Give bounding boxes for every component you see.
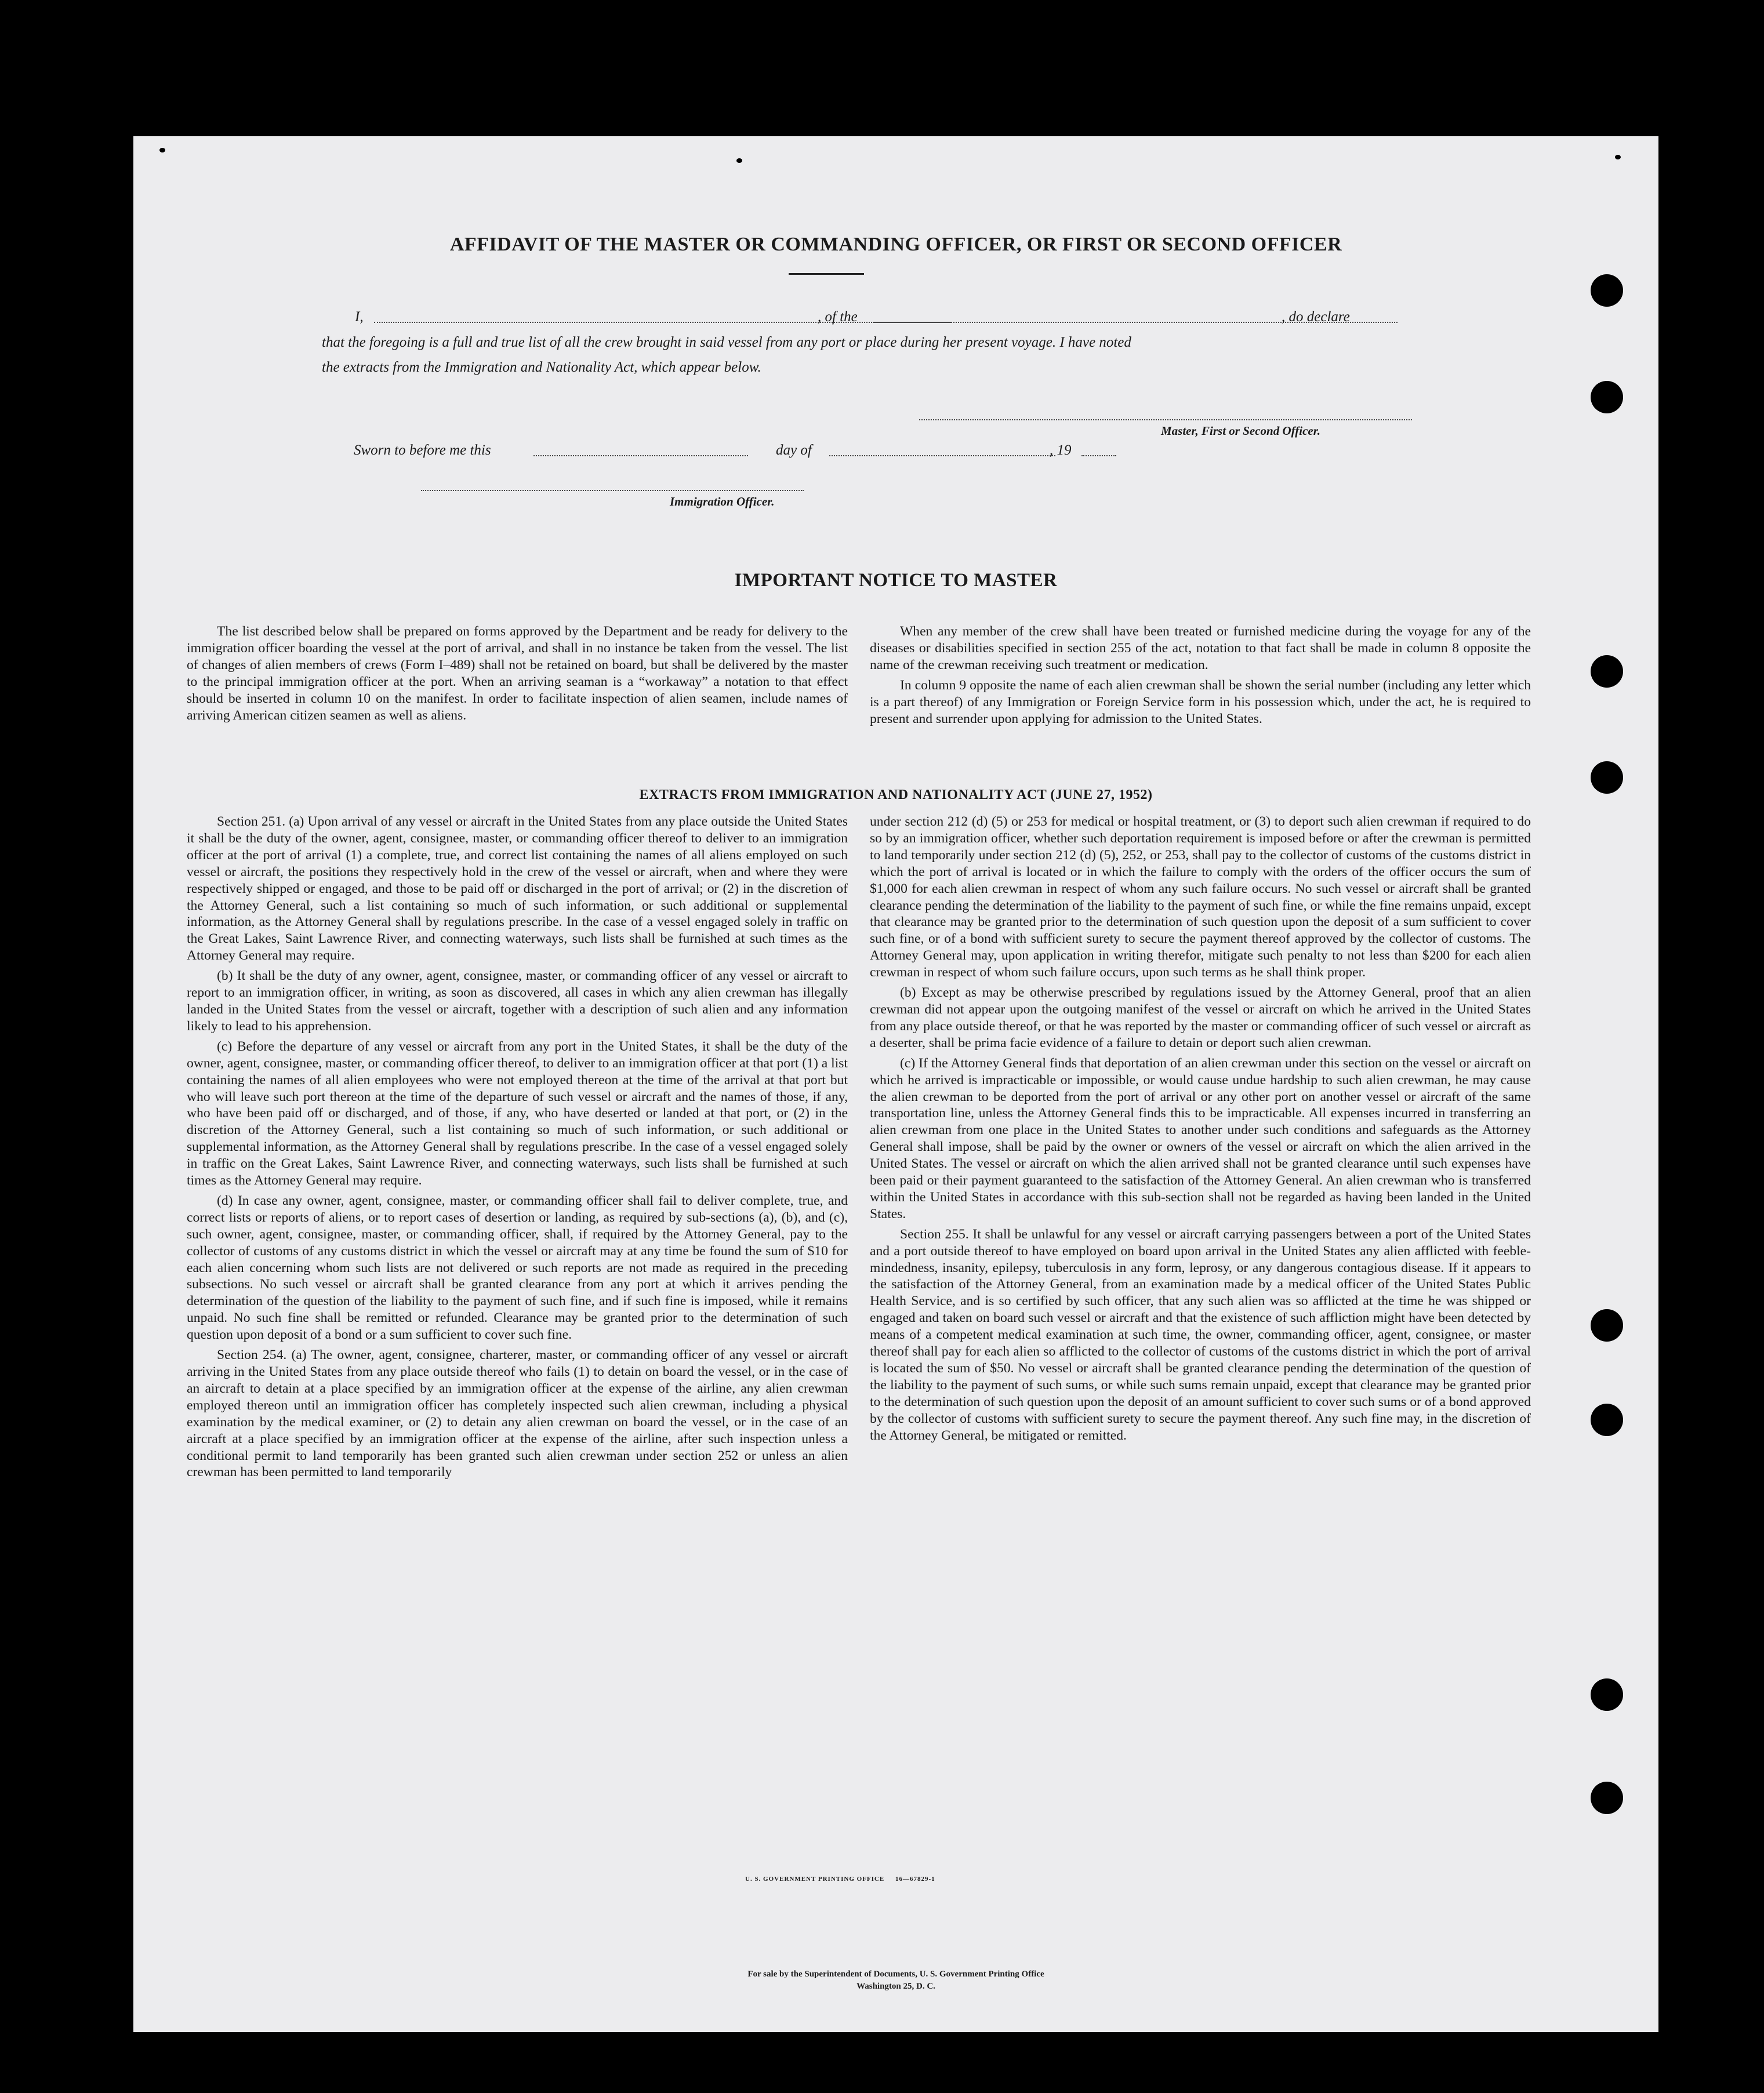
notice-right-paragraph-2: In column 9 opposite the name of each alien crewman shall be shown the serial number (including any letter which is a part thereof) of any Immigration or Foreign Service form in his possession which, under the act, he is required to present and surrender upon applying for admission to the United States. <box>870 677 1531 726</box>
notice-title: IMPORTANT NOTICE TO MASTER <box>734 570 1058 591</box>
name-field[interactable] <box>374 322 951 323</box>
extracts-right-column <box>870 813 1531 1448</box>
i-label: I, <box>355 309 364 325</box>
title-rule <box>789 273 864 275</box>
section-254a-continued: under section 212 (d) (5) or 253 for medical or hospital treatment, or (3) to deport such alien crewman if required to do so by an immigration officer, whether such deportation requirement is imposed before or after the crewman is permitted to land temporarily under section 212 (d) (5), 252, or 253, shall pay to the collector of customs of the customs district in which the port of arrival is located or in which the failure to comply with the orders of the officer occurs the sum of $1,000 for each alien crewman in respect of whom any such failure occurs. No such vessel or aircraft shall be granted clearance pending the determination of the liability to the payment of such fine, or while the fine remains unpaid, except that clearance may be granted prior to the determination of such question upon the deposit of a sum sufficient to cover such fine, or of a bond with sufficient surety to secure the payment thereof approved by the collector of customs. The Attorney General may, upon application in writing therefor, mitigate such penalty to not less than $200 for each alien crewman in respect of whom such failure occurs, upon such terms as he shall think proper. <box>870 814 1531 980</box>
section-254a: Section 254. (a) The owner, agent, consignee, charterer, master, or commanding officer of any vessel or aircraft arriving in the United States from any place outside thereof who fails (1) to detain on board the vessel, or in the case of an aircraft to detain at a place specified by an immigration officer at the expense of the airline, any alien crewman employed thereon until an immigration officer has completely inspected such alien crewman, including a physical examination by the medical examiner, or (2) to detain any alien crewman on board the vessel, or in the case of an aircraft at a place specified by an immigration officer at the expense of the airline, after such inspection unless a conditional permit to land temporarily has been granted such alien crewman under section 252 or unless an alien crewman has been permitted to land temporarily <box>187 1347 848 1480</box>
affidavit-title: AFFIDAVIT OF THE MASTER OR COMMANDING OFFICER, OR FIRST OR SECOND OFFICER <box>449 234 1342 255</box>
punch-hole <box>1591 1404 1623 1436</box>
printing-office-imprint: U. S. GOVERNMENT PRINTING OFFICE 16—67829-1 <box>745 1876 935 1883</box>
master-signature-label: Master, First or Second Officer. <box>1161 424 1320 438</box>
punch-hole <box>1591 274 1623 307</box>
speck-mark <box>119 152 125 157</box>
sale-notice-line-1: For sale by the Superintendent of Documents, U. S. Government Printing Office <box>747 1970 1044 1979</box>
punch-hole <box>1591 1782 1623 1814</box>
sworn-year-field[interactable] <box>1081 455 1116 456</box>
immigration-officer-label: Immigration Officer. <box>670 495 775 508</box>
section-251a: Section 251. (a) Upon arrival of any vessel or aircraft in the United States from any place outside the United States it shall be the duty of the owner, agent, consignee, master, or commanding officer thereof to deliver to an immigration officer at the port of arrival (1) a complete, true, and correct list containing the names of all aliens employed on such vessel or aircraft, the positions they respectively hold in the crew of the vessel or aircraft, when and where they were respectively shipped or engaged, and those to be paid off or discharged in the port of arrival; or (2) in the discretion of the Attorney General, such a list containing so much of such information, or such additional or supplemental information, as the Attorney General shall by regulations prescribe. In the case of a vessel engaged solely in traffic on the Great Lakes, Saint Lawrence River, and connecting waterways, such lists shall be furnished at such times as the Attorney General may require. <box>187 814 848 964</box>
year-label: , 19 <box>1050 442 1072 458</box>
section-251b: (b) It shall be the duty of any owner, agent, consignee, master, or commanding officer of any vessel or aircraft to report to an immigration officer, in writing, as soon as discovered, all cases in which any alien crewman has illegally landed in the United States from the vessel or aircraft, together with a description of such alien and any information likely to lead to his apprehension. <box>187 968 848 1034</box>
section-254c: (c) If the Attorney General finds that deportation of an alien crewman under this section on the vessel or aircraft on which he arrived is impracticable or impossible, or would cause undue hardship to such alien crewman, he may cause the alien crewman to be deported from the port of arrival or any other port on another vessel or aircraft of the same transportation line, unless the Attorney General finds this to be impracticable. All expenses incurred in transferring an alien crewman from one place in the United States to another under such conditions and safeguards as the Attorney General shall impose, shall be paid by the owner or owners of the vessel or aircraft on which the alien arrived in the United States. The vessel or aircraft on which the alien arrived shall not be granted clearance until such expenses have been paid or their payment guaranteed to the satisfaction of the Attorney General. An alien crewman who is transferred within the United States in accordance with this sub-section shall not be regarded as having been landed in the United States. <box>870 1055 1531 1222</box>
section-254b: (b) Except as may be otherwise prescribed by regulations issued by the Attorney General, proof that an alien crewman did not appear upon the outgoing manifest of the vessel or aircraft on which he arrived in the United States from any place outside thereof, or that he was reported by the master or commanding officer of such vessel or aircraft as a deserter, shall be prima facie evidence of a failure to detain or deport such alien crewman. <box>870 985 1531 1051</box>
declaration-line-2: the extracts from the Immigration and Nationality Act, which appear below. <box>322 359 761 375</box>
sale-notice-line-2: Washington 25, D. C. <box>856 1982 935 1991</box>
extracts-left-column <box>187 813 848 1484</box>
punch-hole <box>1591 655 1623 688</box>
section-251c: (c) Before the departure of any vessel or aircraft from any port in the United States, it shall be the duty of the owner, agent, consignee, master, or commanding officer thereof, to deliver to an immigration officer at that port (1) a list containing the names of all alien employees who were not employed thereon at the time of the arrival at that port but who will leave such port thereon at the time of the departure of such vessel or aircraft and the names of those, if any, who have been paid off or discharged, and of those, if any, who have deserted or landed at that port, or (2) in the discretion of the Attorney General, such a list containing so much of such information, or such additional or supplemental information, as the Attorney General shall by regulations prescribe. In the case of a vessel engaged solely in traffic on the Great Lakes, Saint Lawrence River, and connecting waterways, such lists shall be furnished at such times as the Attorney General may require. <box>187 1038 848 1189</box>
form-page <box>133 136 1658 2032</box>
notice-left-paragraph: The list described below shall be prepared on forms approved by the Department and be ready for delivery to the immigration officer boarding the vessel at the port of arrival, and shall in no instance be taken from the vessel. The list of changes of alien members of crews (Form I–489) shall not be retained on board, but shall be delivered by the master to the principal immigration officer at the port. When an arriving seaman is a “workaway” a notation to that effect should be inserted in column 10 on the manifest. In order to facilitate inspection of alien seamen, include names of arriving American citizen seamen as well as aliens. <box>187 624 848 723</box>
punch-hole <box>1591 381 1623 413</box>
immigration-officer-line[interactable] <box>421 490 804 491</box>
of-the-label: , of the <box>818 309 858 325</box>
section-255: Section 255. It shall be unlawful for any vessel or aircraft carrying passengers between a port of the United States and a port outside thereof to have employed on board upon arrival in the United States any alien afflicted with feeble-mindedness, insanity, epilepsy, tuberculosis in any form, leprosy, or any dangerous contagious disease. If it appears to the satisfaction of the Attorney General, from an examination made by a medical officer of the United States Public Health Service, and is so certified by such officer, that any such alien was so afflicted at the time he was shipped or engaged and taken on board such vessel or aircraft and that the existence of such affliction might have been detected by means of a competent medical examination at such time, the owner, commanding officer, agent, consignee, or master thereof shall pay for each alien so afflicted to the collector of customs of the customs district in which the port of arrival is located the sum of $50. No vessel or aircraft shall be granted clearance pending the determination of the question of the liability to the payment of such sums, or while such sums remain unpaid, except that clearance may be granted prior to the determination of such question upon the deposit of an amount sufficient to cover such sums or of a bond approved by the collector of customs with sufficient surety to secure the payment thereof. Any such fine may, in the discretion of the Attorney General, be mitigated or remitted. <box>870 1226 1531 1443</box>
section-251d: (d) In case any owner, agent, consignee, master, or commanding officer shall fail to deliver complete, true, and correct lists or reports of aliens, or to report cases of desertion or landing, as required by sub-sections (a), (b), and (c), such owner, agent, consignee, master, or commanding officer, shall, if required by the Attorney General, pay to the collector of customs of any customs district in which the vessel or aircraft may at any time be found the sum of $10 for each alien concerning whom such lists are not delivered or such reports are not made as required in the preceding subsections. No such vessel or aircraft shall be granted clearance from any port at which it arrives pending the determination of the question of the liability to the payment of such fine, and if such fine is imposed, while it remains unpaid. No such fine shall be remitted or refunded. Clearance may be granted prior to the determination of such question upon deposit of a bond or a sum sufficient to cover such fine. <box>187 1193 848 1343</box>
day-of-label: day of <box>776 442 812 458</box>
sworn-label: Sworn to before me this <box>354 442 491 458</box>
notice-right-column <box>870 623 1531 731</box>
extracts-title: EXTRACTS FROM IMMIGRATION AND NATIONALITY ACT (JUNE 27, 1952) <box>639 787 1153 802</box>
declaration-line-1: that the foregoing is a full and true list of all the crew brought in said vessel from any port or place during her present voyage. I have noted <box>322 335 1131 350</box>
punch-hole <box>1591 1309 1623 1342</box>
master-signature-line[interactable] <box>919 419 1412 420</box>
speck-mark <box>159 148 165 152</box>
sworn-month-field[interactable] <box>829 455 1055 456</box>
sworn-day-field[interactable] <box>533 455 748 456</box>
speck-mark <box>1615 155 1621 159</box>
notice-right-paragraph-1: When any member of the crew shall have been treated or furnished medicine during the voyage for any of the diseases or disabilities specified in section 255 of the act, notation to that fact shall be made in column 8 opposite the name of the crewman receiving such treatment or medication. <box>870 624 1531 673</box>
do-declare-label: , do declare <box>1282 309 1350 325</box>
punch-hole <box>1591 1678 1623 1711</box>
speck-mark <box>736 158 742 163</box>
notice-left-column <box>187 623 848 727</box>
